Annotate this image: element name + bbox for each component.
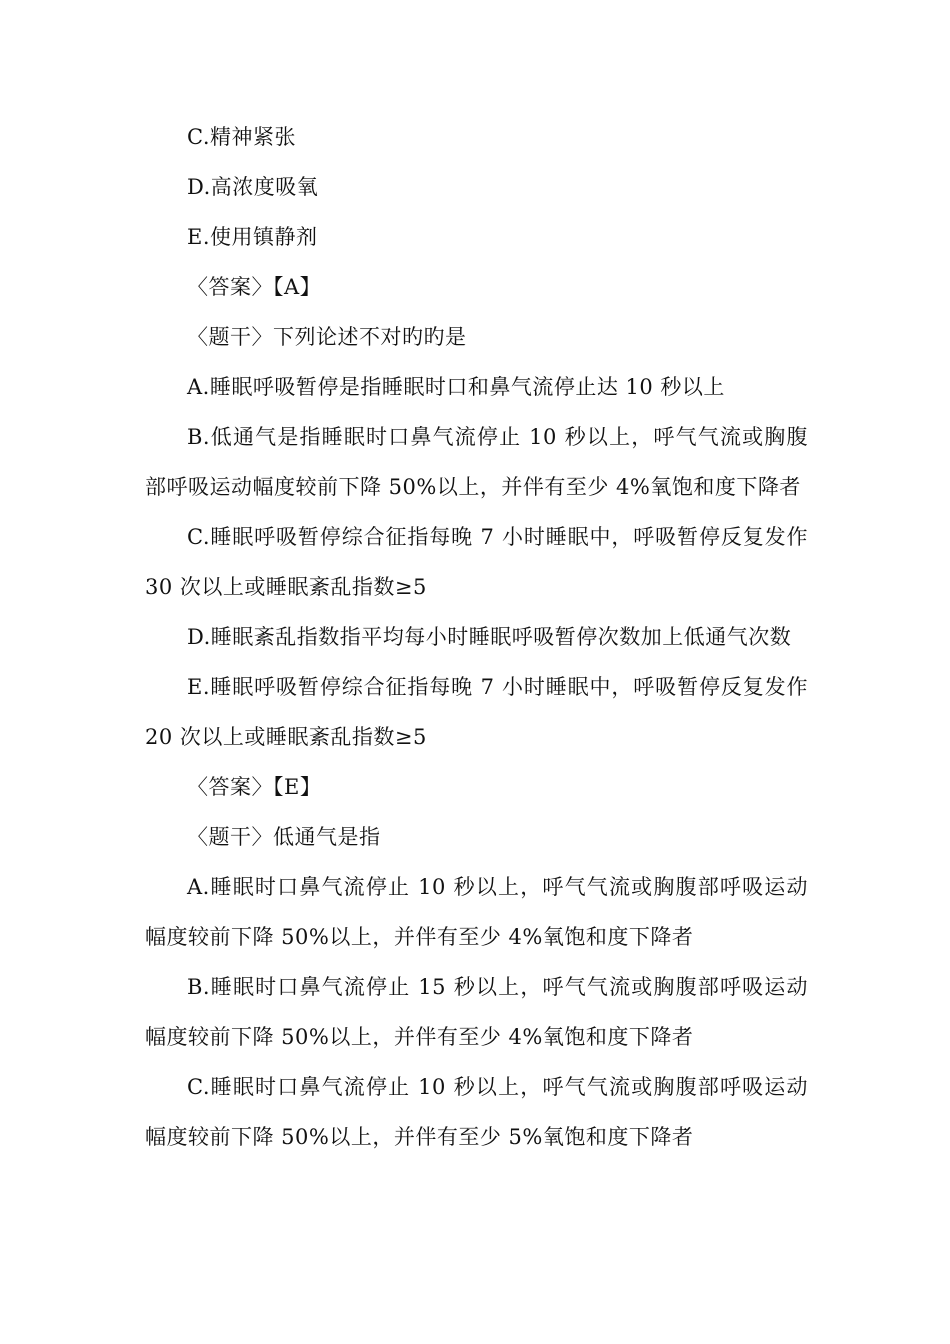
option-b-text: B.睡眠时口鼻气流停止 15 秒以上，呼气气流或胸腹部呼吸运动幅度较前下降 50%以上，并伴有至少 4%氧饱和度下降者: [145, 975, 808, 1049]
question-stem: 〈题干〉下列论述不对旳旳是: [187, 325, 467, 349]
answer-line: 〈答案〉【A】: [187, 275, 322, 299]
option-c-text: C.睡眠时口鼻气流停止 10 秒以上，呼气气流或胸腹部呼吸运动幅度较前下降 50%以上，并伴有至少 5%氧饱和度下降者: [145, 1075, 808, 1149]
option-e-text: E.睡眠呼吸暂停综合征指每晚 7 小时睡眠中，呼吸暂停反复发作 20 次以上或睡眠紊乱指数≥5: [145, 675, 808, 749]
option-a-text: A.睡眠时口鼻气流停止 10 秒以上，呼气气流或胸腹部呼吸运动幅度较前下降 50%以上，并伴有至少 4%氧饱和度下降者: [145, 875, 808, 949]
question-stem: 〈题干〉低通气是指: [187, 825, 381, 849]
option-a-text: A.睡眠呼吸暂停是指睡眠时口和鼻气流停止达 10 秒以上: [187, 375, 725, 399]
option-e-text: E.使用镇静剂: [187, 225, 318, 249]
option-b-text: B.低通气是指睡眠时口鼻气流停止 10 秒以上，呼气气流或胸腹部呼吸运动幅度较前下降 50%以上，并伴有至少 4%氧饱和度下降者: [145, 425, 808, 499]
option-c-text: C.精神紧张: [187, 125, 296, 149]
option-c-text: C.睡眠呼吸暂停综合征指每晚 7 小时睡眠中，呼吸暂停反复发作 30 次以上或睡眠紊乱指数≥5: [145, 525, 808, 599]
option-d-text: D.睡眠紊乱指数指平均每小时睡眠呼吸暂停次数加上低通气次数: [187, 625, 792, 649]
document-body: [145, 112, 808, 1162]
option-d-text: D.高浓度吸氧: [187, 175, 319, 199]
answer-line: 〈答案〉【E】: [187, 775, 322, 799]
